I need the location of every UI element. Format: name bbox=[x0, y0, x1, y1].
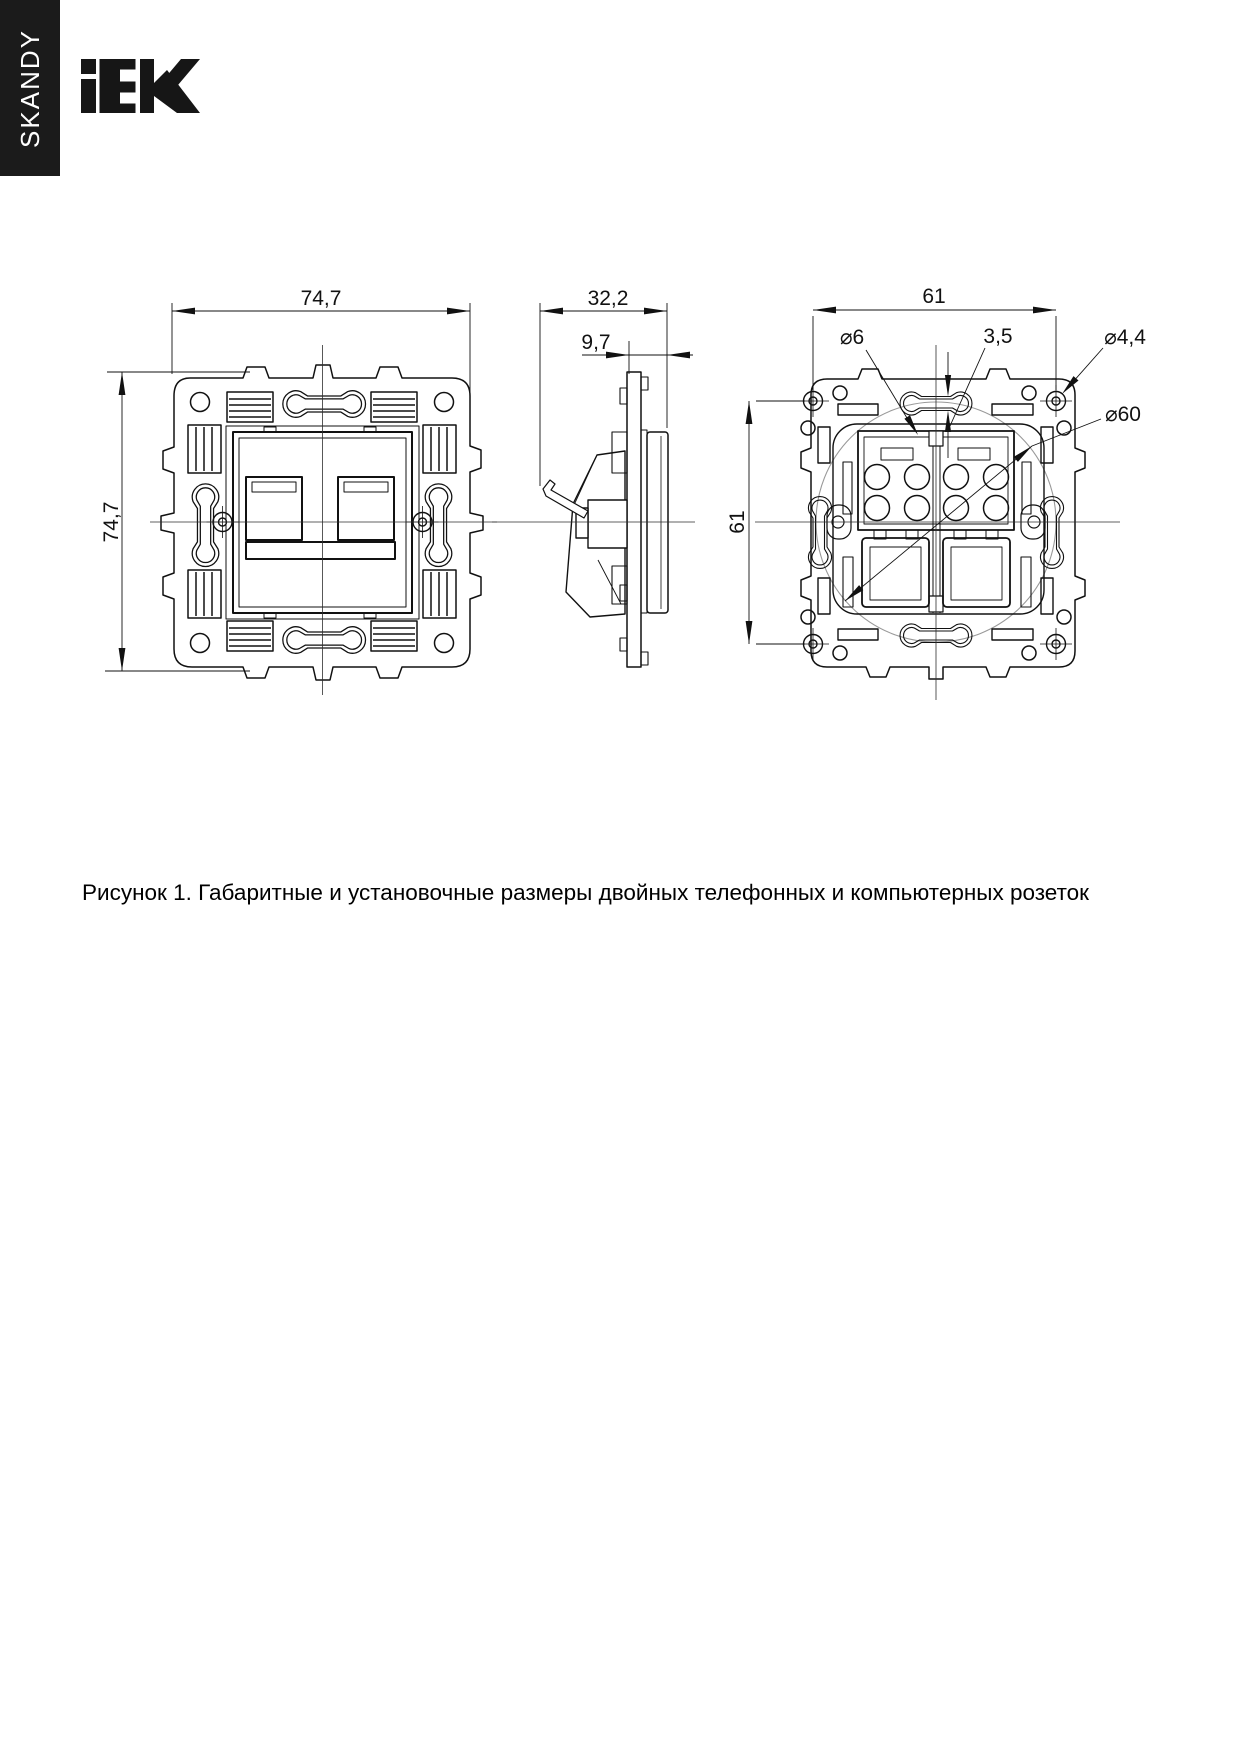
wire-terminals bbox=[865, 465, 1009, 521]
back-jack-right bbox=[943, 538, 1010, 607]
center-lines bbox=[150, 345, 1120, 700]
dimension-drawing bbox=[0, 0, 1239, 760]
side-view-dimensions bbox=[540, 287, 693, 486]
dim-label-back-width: 61 bbox=[922, 285, 946, 308]
back-view-drawing bbox=[797, 369, 1085, 679]
dim-label-front-height: 74,7 bbox=[100, 501, 123, 543]
dim-label-back-height: 61 bbox=[726, 510, 749, 534]
sidebar-label: SKANDY bbox=[14, 28, 45, 148]
front-view-drawing bbox=[161, 365, 483, 680]
dim-label-side-front-depth: 9,7 bbox=[581, 331, 611, 354]
dim-label-front-width: 74,7 bbox=[300, 287, 342, 310]
callout-label-mount-circle: ⌀60 bbox=[1104, 403, 1142, 426]
dim-label-side-depth: 32,2 bbox=[587, 287, 629, 310]
callout-label-screw-hole: ⌀4,4 bbox=[1104, 326, 1146, 349]
back-jack-left bbox=[862, 538, 929, 607]
front-jack-opening-left bbox=[246, 477, 302, 540]
back-mechanism-body bbox=[833, 424, 1044, 614]
callout-label-claw-hole: ⌀6 bbox=[839, 326, 865, 349]
callout-label-slot-width: 3,5 bbox=[983, 325, 1013, 348]
side-view-drawing bbox=[543, 372, 668, 667]
mount-screw-hole bbox=[1040, 628, 1072, 660]
figure-caption: Рисунок 1. Габаритные и установочные размеры двойных телефонных и компьютерных розеток bbox=[82, 880, 1089, 905]
front-jack-opening-right bbox=[338, 477, 394, 540]
